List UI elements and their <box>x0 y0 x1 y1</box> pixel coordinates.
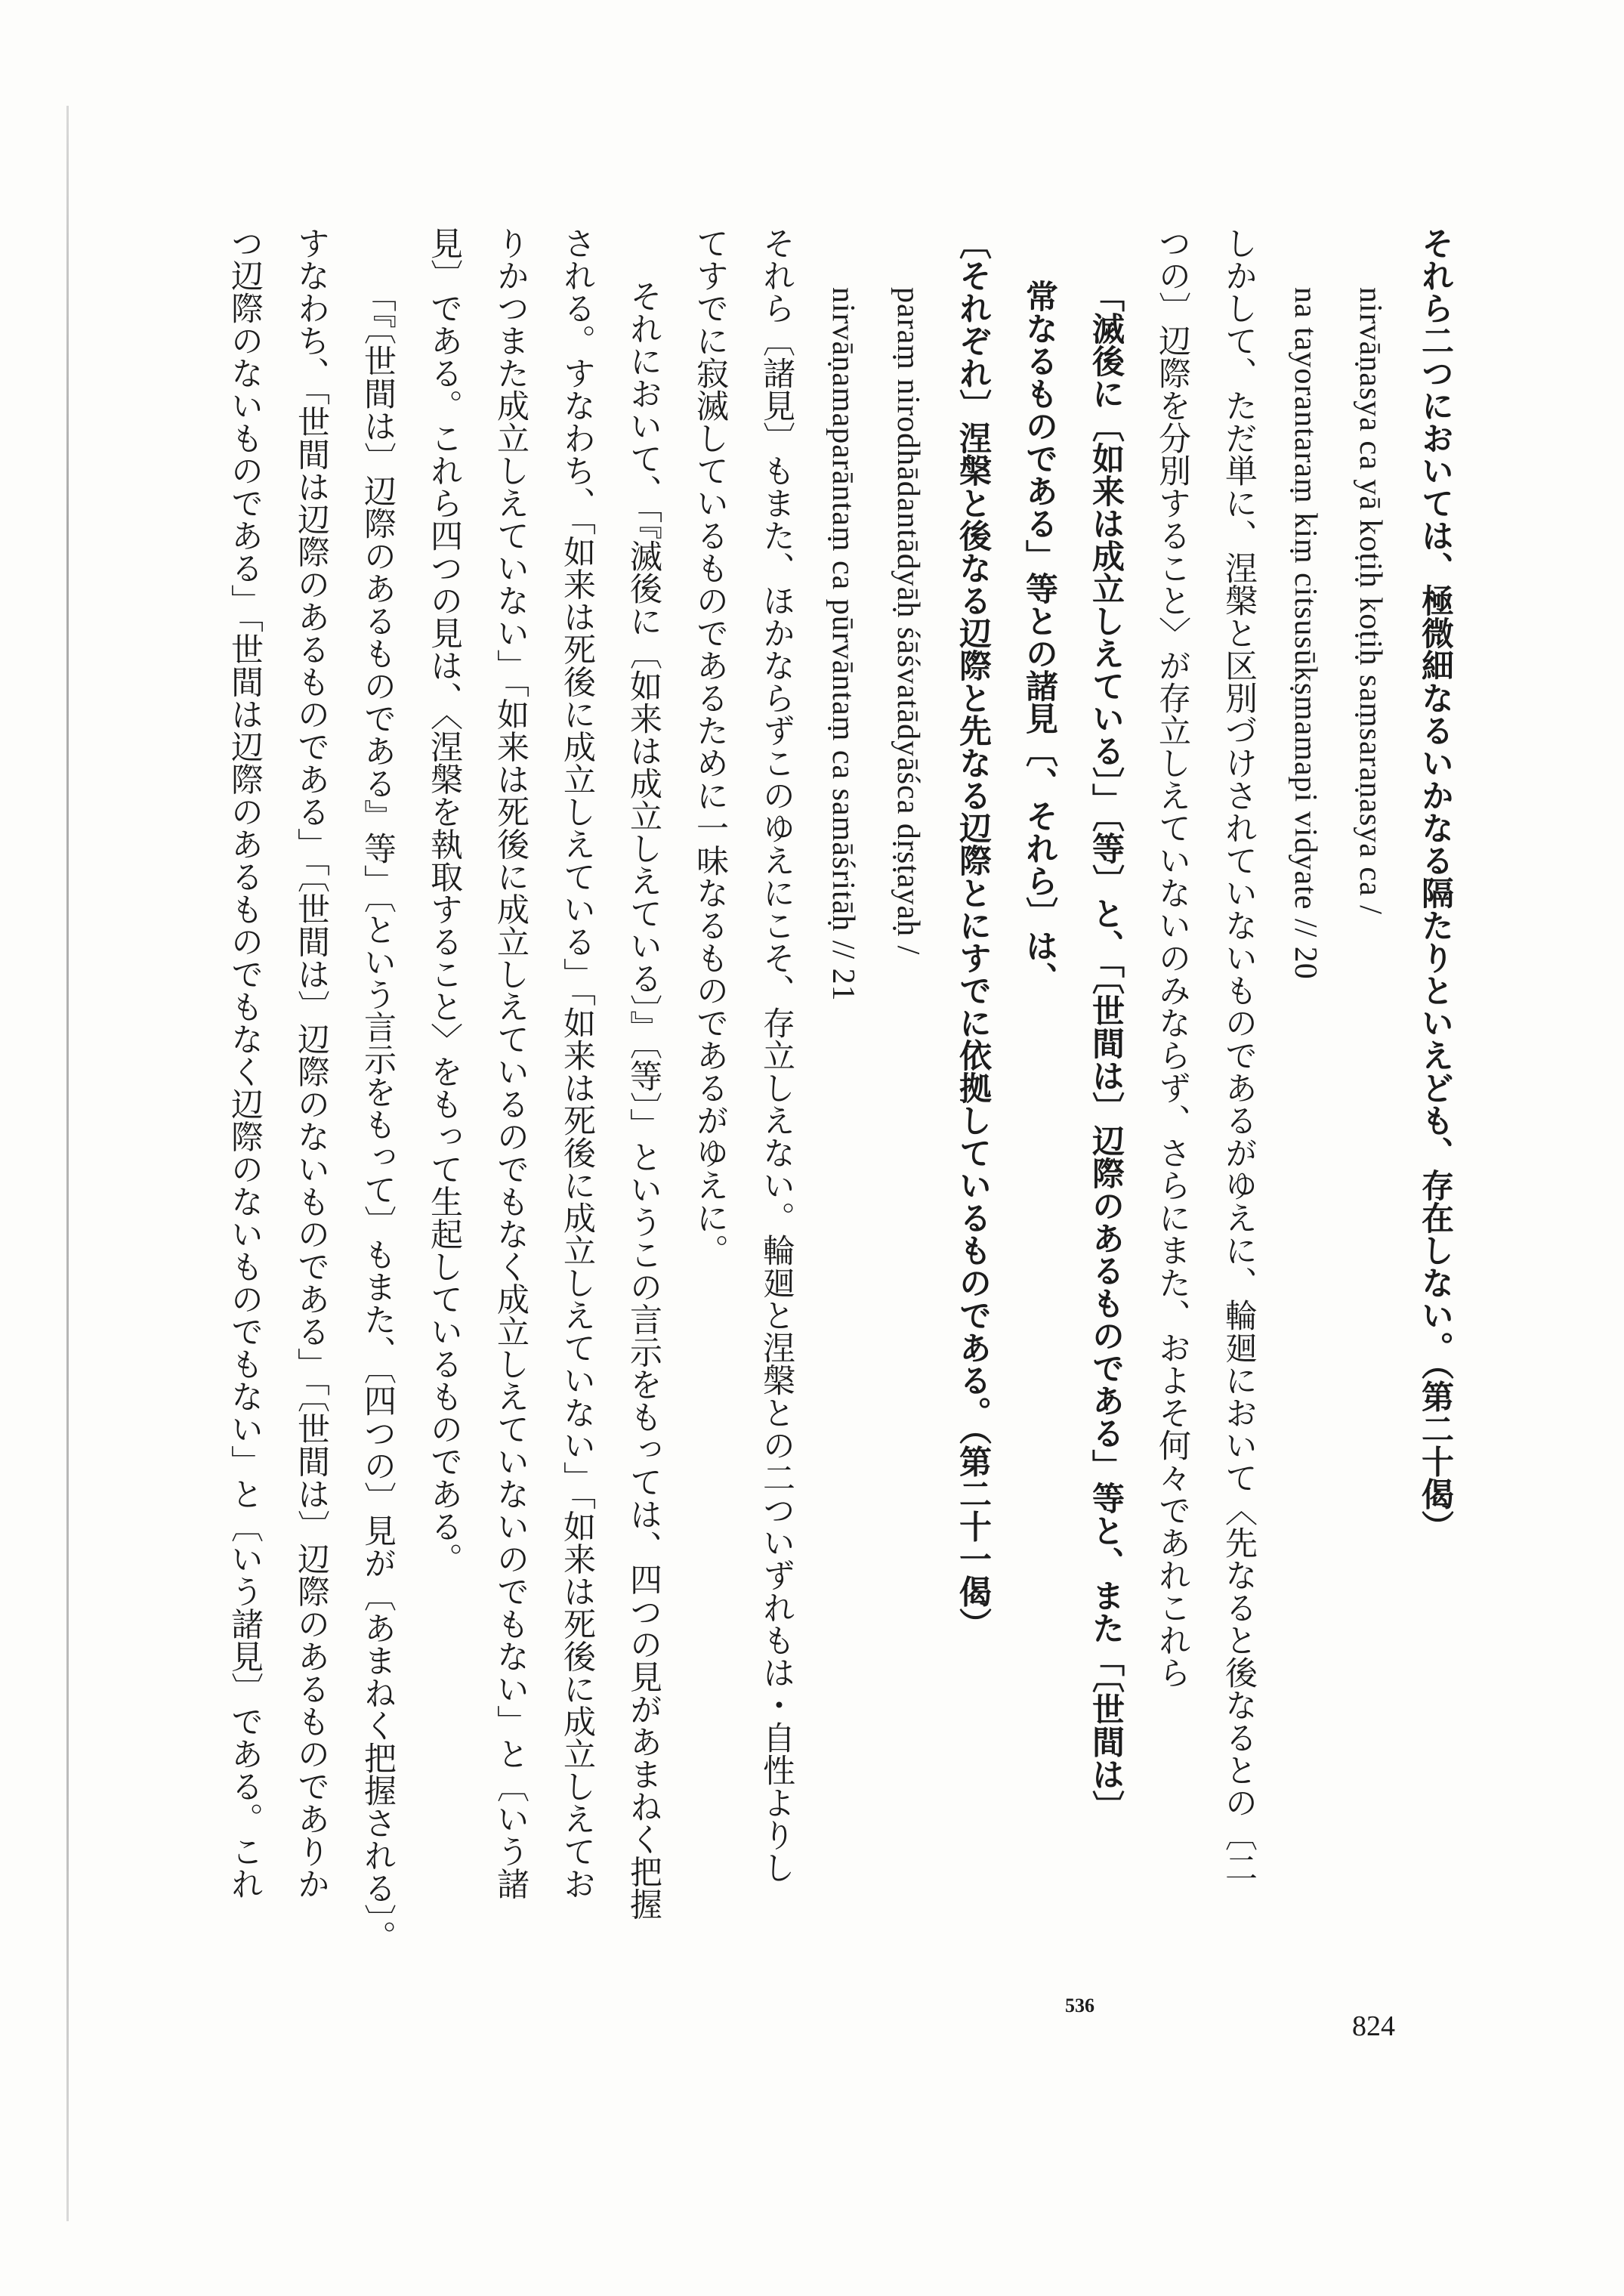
verse-21-japanese-line-3: 〔それぞれ〕涅槃と後なる辺際と先なる辺際とにすでに依拠しているものである。（第二十一偈） <box>954 227 992 1640</box>
commentary-line-8: 見〕である。これら四つの見は、〈涅槃を執取すること〉をもって生起しているものである。 <box>425 227 463 1575</box>
gutter-line <box>66 106 69 2221</box>
commentary-line-4: てすでに寂滅しているものであるために一味なるものであるがゆえに。 <box>691 227 729 1266</box>
verse-20-sanskrit-line-1: nirvāṇasya ca yā koṭiḥ koṭiḥ saṃsaraṇasya ca / <box>1353 287 1388 915</box>
commentary-line-11: つ辺際のないものである」「世間は辺際のあるものでもなく辺際のないものでもない」と〔いう諸見〕である。これ <box>226 227 264 1900</box>
commentary-line-1: しかして、ただ単に、涅槃と区別づけされていないものであるがゆえに、輪廻において〈先なると後なるとの〔二 <box>1220 227 1258 1883</box>
verse-21-japanese-line-1: 「滅後に〔如来は成立しえている〕」〔等〕と、「〔世間は〕辺際のあるものである」等と、また「〔世間は〕 <box>1087 280 1125 1823</box>
commentary-line-9: 「『〔世間は〕辺際のあるものである』等」〔という言示をもって〕もまた、〔四つの〕見が〔あまねく把握される〕。 <box>359 280 397 1953</box>
page-number: 824 <box>1352 2010 1395 2042</box>
verse-21-japanese-line-2: 常なるものである」等との諸見〔、それら〕は、 <box>1020 280 1058 994</box>
commentary-line-6: される。すなわち、「如来は死後に成立しえている」「如来は死後に成立しえていない」「如来は死後に成立しえてお <box>558 227 596 1900</box>
verse-21-sanskrit-line-1: paraṃ nirodhādantādyāḥ śāśvatādyāśca dṛṣṭayaḥ / <box>891 287 925 956</box>
commentary-line-10: すなわち、「世間は辺際のあるものである」「〔世間は〕辺際のないものである」「〔世間は〕辺際のあるものでありか <box>292 227 330 1900</box>
commentary-line-5: それにおいて、「『滅後に〔如来は成立しえている〕』〔等〕」というこの言示をもっては、四つの見があまねく把握 <box>625 280 662 1921</box>
verse-20-sanskrit-line-2: na tayorantaraṃ kiṃ citsusūkṣmamapi vidyate // 20 <box>1288 287 1323 980</box>
commentary-line-7: りかつまた成立しえていない」「如来は死後に成立しえているのでもなく成立しえていないのでもない」と〔いう諸 <box>492 227 529 1900</box>
verse-21-sanskrit-line-2: nirvāṇamaparāntaṃ ca pūrvāntaṃ ca samāśritāḥ // 21 <box>826 287 860 1002</box>
commentary-line-3: それら〔諸見〕もまた、ほかならずこのゆえにこそ、存立しえない。輪廻と涅槃との二ついずれもは・自性よりし <box>758 227 795 1883</box>
commentary-line-2: つの〕辺際を分別すること〉が存立しえていないのみならず、さらにまた、およそ何々であれこれら <box>1153 227 1191 1689</box>
margin-number: 536 <box>1065 1995 1095 2016</box>
verse-20-japanese: それら二つにおいては、極微細なるいかなる隔たりといえども、存在しない。（第二十偈） <box>1416 227 1454 1543</box>
